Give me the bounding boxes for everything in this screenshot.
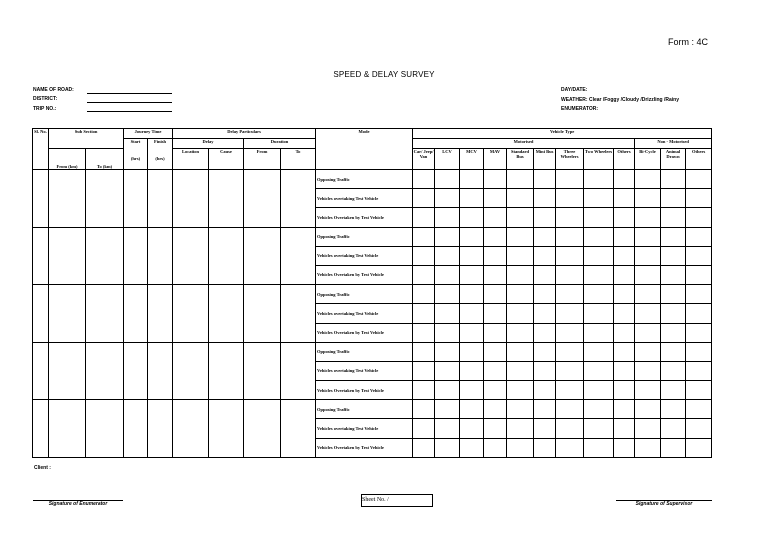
count-cell[interactable] [584,170,614,189]
count-cell[interactable] [460,419,484,438]
entry-cell[interactable] [173,342,209,400]
mode-label: Vehicles Overtaken by Test Vehicle [316,381,413,400]
mode-label: Vehicles overtaking Test Vehicle [316,419,413,438]
count-cell[interactable] [556,208,584,227]
count-cell[interactable] [460,208,484,227]
count-cell[interactable] [413,265,435,284]
location-header: Location [173,149,209,170]
count-cell[interactable] [460,438,484,457]
duration-header: Duration [244,139,316,149]
count-cell[interactable] [413,381,435,400]
entry-cell[interactable] [124,170,148,228]
mode-label: Vehicles overtaking Test Vehicle [316,361,413,380]
count-cell[interactable] [661,381,686,400]
entry-cell[interactable] [86,285,124,343]
journey-time-header: Journey Time [124,129,173,139]
mode-label: Vehicles Overtaken by Test Vehicle [316,323,413,342]
count-cell[interactable] [413,208,435,227]
vehicle-col-motorised: Two Wheelers [584,149,614,170]
count-cell[interactable] [584,419,614,438]
count-cell[interactable] [484,361,507,380]
count-cell[interactable] [507,342,534,361]
count-cell[interactable] [635,361,661,380]
table-row [33,400,712,419]
count-cell[interactable] [413,227,435,246]
from-km-header: From (km) [49,149,86,170]
entry-cell[interactable] [244,285,281,343]
cause-header: Cause [209,149,244,170]
mode-label: Opposing Traffic [316,342,413,361]
count-cell[interactable] [686,419,712,438]
count-cell[interactable] [507,208,534,227]
count-cell[interactable] [534,246,556,265]
count-cell[interactable] [556,381,584,400]
count-cell[interactable] [584,285,614,304]
form-number: Form : 4C [668,37,709,47]
entry-cell[interactable] [244,170,281,228]
count-cell[interactable] [556,265,584,284]
count-cell[interactable] [534,265,556,284]
count-cell[interactable] [484,381,507,400]
enumerator-signature-label: Signature of Enumerator [48,501,108,507]
entry-cell[interactable] [33,227,49,285]
name-of-road-label: NAME OF ROAD: [33,87,74,93]
mode-label: Vehicles Overtaken by Test Vehicle [316,208,413,227]
vehicle-col-motorised: Others [614,149,635,170]
count-cell[interactable] [484,419,507,438]
entry-cell[interactable] [173,400,209,458]
count-cell[interactable] [534,189,556,208]
entry-cell[interactable] [49,285,86,343]
count-cell[interactable] [556,419,584,438]
count-cell[interactable] [584,265,614,284]
count-cell[interactable] [484,246,507,265]
count-cell[interactable] [661,438,686,457]
mode-header: Mode [316,129,413,170]
entry-cell[interactable] [148,285,173,343]
name-of-road-field[interactable] [87,93,172,94]
count-cell[interactable] [507,400,534,419]
count-cell[interactable] [534,342,556,361]
count-cell[interactable] [413,438,435,457]
count-cell[interactable] [460,265,484,284]
mode-label: Opposing Traffic [316,170,413,189]
count-cell[interactable] [556,361,584,380]
entry-cell[interactable] [49,170,86,228]
count-cell[interactable] [614,227,635,246]
count-cell[interactable] [534,208,556,227]
count-cell[interactable] [507,285,534,304]
entry-cell[interactable] [124,227,148,285]
count-cell[interactable] [614,170,635,189]
table-row [33,342,712,361]
sheet-number-box: Sheet No. / [361,494,433,507]
finish-label: Finish [154,139,167,144]
entry-cell[interactable] [281,342,316,400]
weather-options: Clear /Foggy /Cloudy /Drizzling /Rainy [588,97,679,103]
trip-no-field[interactable] [87,111,172,112]
count-cell[interactable] [614,438,635,457]
mode-label: Opposing Traffic [316,400,413,419]
count-cell[interactable] [435,246,460,265]
count-cell[interactable] [534,438,556,457]
delay-header: Delay [173,139,244,149]
count-cell[interactable] [534,400,556,419]
vehicle-col-motorised: LCV [435,149,460,170]
entry-cell[interactable] [33,342,49,400]
count-cell[interactable] [413,400,435,419]
count-cell[interactable] [686,208,712,227]
count-cell[interactable] [484,323,507,342]
count-cell[interactable] [614,246,635,265]
count-cell[interactable] [507,189,534,208]
entry-cell[interactable] [244,400,281,458]
count-cell[interactable] [507,323,534,342]
count-cell[interactable] [534,323,556,342]
entry-cell[interactable] [124,400,148,458]
count-cell[interactable] [507,170,534,189]
count-cell[interactable] [614,208,635,227]
count-cell[interactable] [460,246,484,265]
count-cell[interactable] [435,170,460,189]
count-cell[interactable] [686,170,712,189]
count-cell[interactable] [661,419,686,438]
entry-cell[interactable] [209,400,244,458]
count-cell[interactable] [556,304,584,323]
entry-cell[interactable] [281,227,316,285]
count-cell[interactable] [635,246,661,265]
count-cell[interactable] [507,304,534,323]
count-cell[interactable] [507,227,534,246]
entry-cell[interactable] [173,227,209,285]
count-cell[interactable] [584,342,614,361]
count-cell[interactable] [460,189,484,208]
count-cell[interactable] [686,265,712,284]
count-cell[interactable] [614,361,635,380]
vehicle-col-motorised: Car/ Jeep/ Van [413,149,435,170]
count-cell[interactable] [460,304,484,323]
count-cell[interactable] [635,265,661,284]
count-cell[interactable] [556,285,584,304]
count-cell[interactable] [686,189,712,208]
count-cell[interactable] [484,208,507,227]
table-row [33,170,712,189]
count-cell[interactable] [556,323,584,342]
count-cell[interactable] [661,265,686,284]
entry-cell[interactable] [86,227,124,285]
count-cell[interactable] [460,342,484,361]
count-cell[interactable] [484,170,507,189]
count-cell[interactable] [556,246,584,265]
start-unit: (hrs) [130,156,141,162]
mode-label: Opposing Traffic [316,285,413,304]
district-label: DISTRICT: [33,96,58,102]
finish-unit: (hrs) [155,156,165,162]
count-cell[interactable] [460,323,484,342]
count-cell[interactable] [686,342,712,361]
count-cell[interactable] [635,227,661,246]
count-cell[interactable] [435,189,460,208]
count-cell[interactable] [413,170,435,189]
count-cell[interactable] [584,400,614,419]
count-cell[interactable] [614,304,635,323]
vehicle-col-non-motorised: Animal Drawn [661,149,686,170]
entry-cell[interactable] [281,170,316,228]
count-cell[interactable] [614,323,635,342]
count-cell[interactable] [413,419,435,438]
count-cell[interactable] [460,285,484,304]
count-cell[interactable] [686,304,712,323]
count-cell[interactable] [556,438,584,457]
count-cell[interactable] [635,304,661,323]
count-cell[interactable] [435,227,460,246]
count-cell[interactable] [584,304,614,323]
count-cell[interactable] [584,438,614,457]
count-cell[interactable] [635,400,661,419]
start-header [124,139,148,170]
mode-label: Vehicles overtaking Test Vehicle [316,304,413,323]
count-cell[interactable] [435,304,460,323]
sl-no-header: Sl. No. [33,129,49,170]
district-field[interactable] [87,102,172,103]
count-cell[interactable] [635,342,661,361]
count-cell[interactable] [460,381,484,400]
count-cell[interactable] [584,381,614,400]
count-cell[interactable] [534,285,556,304]
count-cell[interactable] [460,227,484,246]
count-cell[interactable] [661,323,686,342]
count-cell[interactable] [661,400,686,419]
entry-cell[interactable] [244,227,281,285]
count-cell[interactable] [614,189,635,208]
finish-header [148,139,173,170]
count-cell[interactable] [661,227,686,246]
count-cell[interactable] [614,381,635,400]
entry-cell[interactable] [49,227,86,285]
weather-label-text: WEATHER: [561,97,588,103]
day-date-label: DAY/DATE: [561,87,588,93]
count-cell[interactable] [661,342,686,361]
count-cell[interactable] [484,304,507,323]
count-cell[interactable] [435,342,460,361]
delay-particulars-header: Delay Particulars [173,129,316,139]
count-cell[interactable] [661,304,686,323]
entry-cell[interactable] [209,227,244,285]
count-cell[interactable] [413,323,435,342]
entry-cell[interactable] [33,170,49,228]
count-cell[interactable] [584,227,614,246]
entry-cell[interactable] [281,285,316,343]
count-cell[interactable] [484,400,507,419]
count-cell[interactable] [686,285,712,304]
from-header: From [244,149,281,170]
count-cell[interactable] [435,285,460,304]
count-cell[interactable] [614,342,635,361]
page-title: SPEED & DELAY SURVEY [333,70,435,79]
count-cell[interactable] [556,227,584,246]
mode-label: Vehicles overtaking Test Vehicle [316,246,413,265]
entry-cell[interactable] [49,342,86,400]
survey-table [32,128,712,458]
vehicle-col-motorised: MCV [460,149,484,170]
entry-cell[interactable] [124,285,148,343]
count-cell[interactable] [614,285,635,304]
count-cell[interactable] [484,342,507,361]
count-cell[interactable] [584,361,614,380]
count-cell[interactable] [484,227,507,246]
count-cell[interactable] [507,361,534,380]
to-km-header: To (km) [86,149,124,170]
count-cell[interactable] [435,381,460,400]
count-cell[interactable] [435,419,460,438]
entry-cell[interactable] [49,400,86,458]
count-cell[interactable] [413,342,435,361]
count-cell[interactable] [635,285,661,304]
count-cell[interactable] [460,361,484,380]
entry-cell[interactable] [33,400,49,458]
entry-cell[interactable] [173,285,209,343]
count-cell[interactable] [484,189,507,208]
mode-label: Vehicles Overtaken by Test Vehicle [316,438,413,457]
mode-label: Opposing Traffic [316,227,413,246]
vehicle-col-non-motorised: Others [686,149,712,170]
count-cell[interactable] [661,208,686,227]
count-cell[interactable] [435,208,460,227]
count-cell[interactable] [635,189,661,208]
start-label: Start [130,139,141,144]
count-cell[interactable] [534,361,556,380]
count-cell[interactable] [484,438,507,457]
vehicle-col-motorised: Standard Bus [507,149,534,170]
count-cell[interactable] [556,400,584,419]
count-cell[interactable] [507,438,534,457]
vehicle-col-non-motorised: Bi-Cycle [635,149,661,170]
count-cell[interactable] [413,304,435,323]
count-cell[interactable] [556,189,584,208]
vehicle-type-header: Vehicle Type [413,129,712,139]
count-cell[interactable] [614,419,635,438]
entry-cell[interactable] [148,342,173,400]
entry-cell[interactable] [148,170,173,228]
count-cell[interactable] [635,323,661,342]
to-header: To [281,149,316,170]
count-cell[interactable] [584,208,614,227]
count-cell[interactable] [686,438,712,457]
mode-label: Vehicles Overtaken by Test Vehicle [316,265,413,284]
count-cell[interactable] [635,170,661,189]
count-cell[interactable] [686,381,712,400]
count-cell[interactable] [534,170,556,189]
entry-cell[interactable] [148,227,173,285]
count-cell[interactable] [413,285,435,304]
entry-cell[interactable] [33,285,49,343]
count-cell[interactable] [635,208,661,227]
vehicle-col-motorised: MAV [484,149,507,170]
count-cell[interactable] [413,189,435,208]
entry-cell[interactable] [86,400,124,458]
count-cell[interactable] [686,246,712,265]
count-cell[interactable] [435,400,460,419]
sub-section-header: Sub Section [49,129,124,149]
entry-cell[interactable] [209,285,244,343]
entry-cell[interactable] [148,400,173,458]
mode-label: Vehicles overtaking Test Vehicle [316,189,413,208]
count-cell[interactable] [484,265,507,284]
count-cell[interactable] [635,419,661,438]
count-cell[interactable] [435,265,460,284]
count-cell[interactable] [435,438,460,457]
supervisor-signature-label: Signature of Supervisor [635,501,693,507]
count-cell[interactable] [413,246,435,265]
entry-cell[interactable] [281,400,316,458]
weather-label [561,97,679,103]
count-cell[interactable] [507,381,534,400]
entry-cell[interactable] [209,170,244,228]
count-cell[interactable] [435,361,460,380]
count-cell[interactable] [484,285,507,304]
count-cell[interactable] [507,246,534,265]
count-cell[interactable] [584,246,614,265]
non-motorised-header: Non - Motorised [635,139,712,149]
count-cell[interactable] [534,419,556,438]
entry-cell[interactable] [173,170,209,228]
table-row [33,285,712,304]
count-cell[interactable] [635,438,661,457]
count-cell[interactable] [614,265,635,284]
entry-cell[interactable] [86,170,124,228]
entry-cell[interactable] [209,342,244,400]
count-cell[interactable] [534,381,556,400]
count-cell[interactable] [661,189,686,208]
trip-no-label: TRIP NO.: [33,106,57,112]
count-cell[interactable] [614,400,635,419]
count-cell[interactable] [556,170,584,189]
count-cell[interactable] [556,342,584,361]
enumerator-label: ENUMERATOR: [561,106,599,112]
count-cell[interactable] [507,419,534,438]
count-cell[interactable] [534,227,556,246]
count-cell[interactable] [534,304,556,323]
entry-cell[interactable] [124,342,148,400]
count-cell[interactable] [635,381,661,400]
vehicle-col-motorised: Mini Bus [534,149,556,170]
count-cell[interactable] [686,361,712,380]
count-cell[interactable] [661,361,686,380]
entry-cell[interactable] [244,342,281,400]
motorised-header: Motorised [413,139,635,149]
table-row [33,227,712,246]
count-cell[interactable] [460,400,484,419]
count-cell[interactable] [435,323,460,342]
client-label: Client : [34,465,51,471]
count-cell[interactable] [686,227,712,246]
count-cell[interactable] [686,323,712,342]
count-cell[interactable] [460,170,484,189]
count-cell[interactable] [661,285,686,304]
count-cell[interactable] [661,246,686,265]
count-cell[interactable] [584,189,614,208]
entry-cell[interactable] [86,342,124,400]
count-cell[interactable] [661,170,686,189]
count-cell[interactable] [507,265,534,284]
count-cell[interactable] [584,323,614,342]
vehicle-col-motorised: Three Wheelers [556,149,584,170]
count-cell[interactable] [686,400,712,419]
count-cell[interactable] [413,361,435,380]
